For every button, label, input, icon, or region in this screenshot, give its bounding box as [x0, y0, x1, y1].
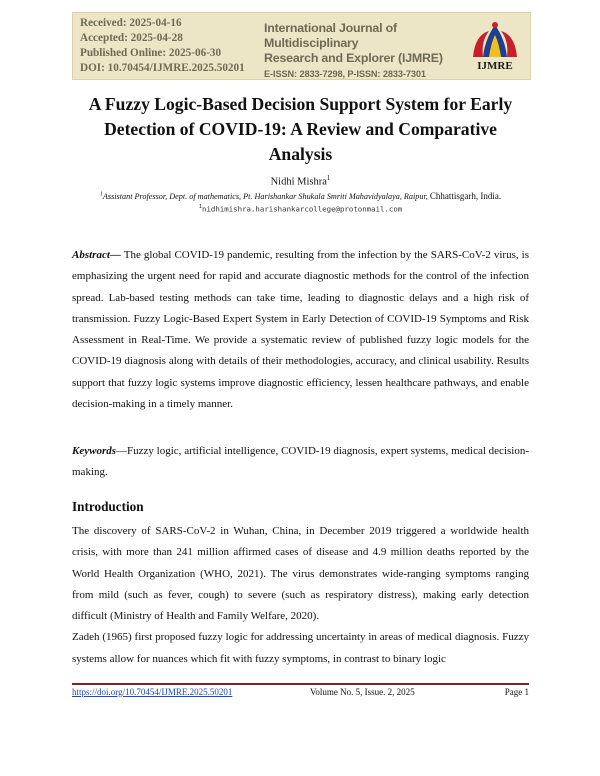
abstract-text: The global COVID-19 pandemic, resulting from the infection by the SARS-CoV-2 virus, is emphasizing the urgent need for rapid and accurate diagnostic methods for the control of the infection spread. Lab-based testing methods can take time, leading to diagnostic delays and a high risk of transmission. Fuzzy Logic-Based Expert System in Early Detection of COVID-19 Symptoms and Risk Assessment in Real-Time. We provide a systematic review of published fuzzy logic models for the COVID-19 diagnosis along with details of their methodologies, accuracy, and clinical usability. Results support that fuzzy logic systems improve diagnostic efficiency, lessen healthcare pathways, and enable decision-making in a timely manner.: [72, 249, 529, 411]
author-name: Nidhi Mishra: [270, 176, 327, 188]
keywords-label: Keywords: [72, 445, 116, 457]
journal-header: [72, 12, 531, 80]
introduction-heading: Introduction: [72, 499, 144, 514]
author-sup: 1: [326, 174, 331, 182]
header-doi: DOI: 10.70454/IJMRE.2025.50201: [80, 62, 245, 74]
email-sup: 1: [198, 204, 203, 210]
abstract-label: Abstract: [72, 249, 110, 261]
affiliation-location: Chhattisgarh, India.: [429, 191, 502, 201]
author-email: [72, 204, 529, 213]
footer-volume: Volume No. 5, Issue. 2, 2025: [310, 687, 415, 697]
footer-rule: [72, 683, 529, 685]
journal-name-line2: Research and Explorer (IJMRE): [264, 51, 443, 65]
keywords: [72, 441, 529, 484]
introduction-body: [72, 521, 529, 670]
intro-paragraph-1: The discovery of SARS-CoV-2 in Wuhan, China, in December 2019 triggered a worldwide health crisis, with more than 241 million affirmed cases of disease and 4.9 million deaths reported by the World Health Organization (WHO, 2021). The virus demonstrates wide-ranging symptoms ranging from mild (such as fever, cough) to severe (such as respiratory distress), making early detection difficult (Ministry of Health and Family Welfare, 2020).: [72, 525, 529, 623]
accepted-date: Accepted: 2025-04-28: [80, 32, 183, 44]
journal-info: [264, 21, 460, 79]
journal-logo: [465, 17, 525, 77]
journal-issn: E-ISSN: 2833-7298, P-ISSN: 2833-7301: [264, 69, 426, 79]
paper-title: A Fuzzy Logic-Based Decision Support System for Early Detection of COVID-19: A Review and Comparative Analysis: [88, 94, 513, 164]
article-dates: [80, 16, 245, 76]
journal-name-line1: International Journal of Multidisciplinary: [264, 21, 397, 50]
footer-doi-link[interactable]: https://doi.org/10.70454/IJMRE.2025.50201: [72, 687, 233, 697]
affiliation-text: Assistant Professor, Dept. of mathematics, Pt. Harishankar Shukala Smriti Mahavidyalaya, Raipur,: [102, 192, 428, 201]
logo-emblem-icon: [465, 17, 525, 61]
logo-text: IJMRE: [477, 60, 513, 72]
author-line: [72, 174, 529, 188]
abstract-dash: —: [109, 249, 121, 261]
keywords-text: —Fuzzy logic, artificial intelligence, COVID-19 diagnosis, expert systems, medical decision-making.: [72, 445, 529, 479]
received-date: Received: 2025-04-16: [80, 17, 182, 29]
intro-paragraph-2: Zadeh (1965) first proposed fuzzy logic for addressing uncertainty in areas of medical diagnosis. Fuzzy systems allow for nuances which fit with fuzzy symptoms, in contrast to binary logic: [72, 631, 529, 665]
email-text: nidhimishra.harishankarcollege@protonmail.com: [202, 204, 403, 214]
footer-page-number: Page 1: [504, 687, 529, 697]
published-date: Published Online: 2025-06-30: [80, 47, 222, 59]
affiliation-sup: 1: [99, 191, 103, 198]
abstract: [72, 245, 529, 415]
affiliation: [72, 191, 529, 201]
